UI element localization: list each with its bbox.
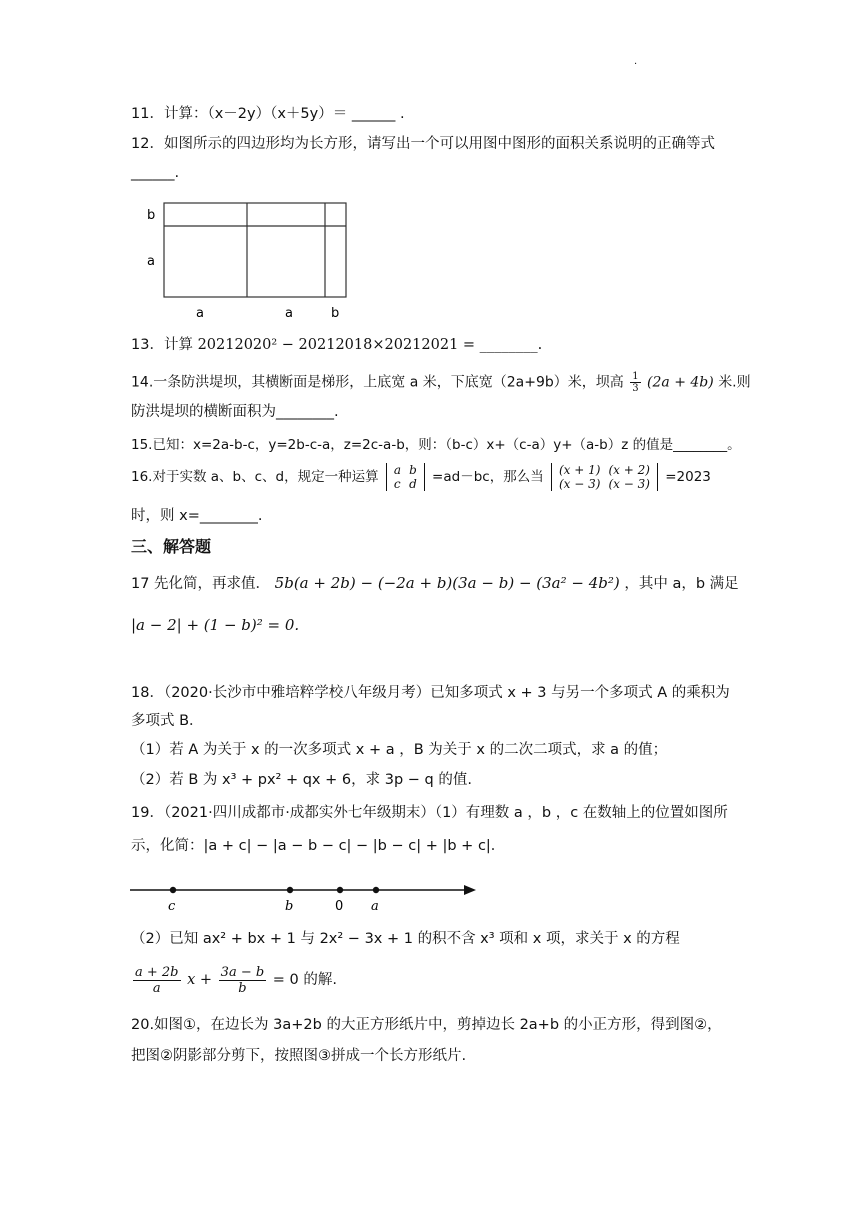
equation-end: = 0 的解.: [272, 972, 337, 988]
det1-c: c: [393, 477, 401, 491]
question-14-part2: 米.则: [718, 374, 751, 391]
question-17-condition: |a − 2| + (1 − b)² = 0.: [131, 616, 300, 634]
question-20-line2: 把图②阴影部分剪下，按照图③拼成一个长方形纸片.: [131, 1048, 467, 1064]
equation-fraction-1: [133, 965, 181, 996]
figure-label-a-left: a: [147, 254, 155, 269]
det2-top-left: (x + 1): [559, 463, 601, 477]
question-19-line1: 19．（2021·四川成都市·成都实外七年级期末）（1）有理数 a ，b ，c 在数轴上的位置如图所: [131, 805, 728, 821]
point-c: [170, 887, 176, 893]
det2-bottom-left: (x − 3): [559, 477, 601, 491]
equation-fraction-2-denominator: b: [238, 980, 247, 996]
question-16-part1: 16.对于实数 a、b、c、d，规定一种运算: [131, 469, 379, 485]
question-20-line1: 20.如图①，在边长为 3a+2b 的大正方形纸片中，剪掉边长 2a+b 的小正方形，得到图②，: [131, 1017, 722, 1033]
question-18-line2: 多项式 B．: [131, 713, 204, 729]
equation-fraction-1-numerator: a + 2b: [135, 964, 179, 980]
determinant-x: [551, 463, 658, 491]
question-18-line3: （1）若 A 为关于 x 的一次多项式 x + a ，B 为关于 x 的二次二项式，求 a 的值；: [131, 742, 668, 758]
question-12-line1: 12．如图所示的四边形均为长方形，请写出一个可以用图中图形的面积关系说明的正确等式: [131, 136, 715, 152]
label-c: c: [168, 899, 176, 914]
header-mark: .: [634, 56, 638, 67]
question-17-expression: 5b(a + 2b) − (−2a + b)(3a − b) − (3a² − 4b²): [274, 574, 620, 592]
det2-top-right: (x + 2): [608, 463, 650, 477]
number-line-arrow: [464, 885, 476, 895]
question-16-part2: =ad－bc，那么当: [432, 469, 544, 485]
determinant-abcd: [386, 463, 425, 491]
det1-b: b: [409, 463, 417, 477]
question-14-line1: [131, 371, 751, 394]
label-b: b: [285, 899, 294, 914]
question-18-line4: （2）若 B 为 x³ + px² + qx + 6，求 3p − q 的值.: [131, 772, 472, 788]
question-19-equation: [131, 963, 337, 997]
question-14-fraction-denominator: 3: [632, 383, 639, 394]
question-19-line2: 示，化简：|a + c| − |a − b − c| − |b − c| + |b + c|．: [131, 838, 506, 854]
figure-bottom-label-1: a: [196, 306, 204, 321]
det1-d: d: [409, 477, 417, 491]
question-18-line1: 18．（2020·长沙市中雅培粹学校八年级月考）已知多项式 x + 3 与另一个多项式 A 的乘积为: [131, 685, 730, 701]
question-17-line1: [131, 573, 739, 594]
rectangle-figure: [140, 195, 360, 325]
question-14-fraction-numerator: 1: [632, 371, 639, 382]
question-15: 15.已知：x=2a-b-c，y=2b-c-a，z=2c-a-b，则：（b-c）x+（c-a）y+（a-b）z 的值是________。: [131, 437, 741, 453]
figure-bottom-label-2: a: [285, 306, 293, 321]
equation-middle: x +: [187, 972, 213, 988]
det1-a: a: [393, 463, 402, 477]
figure-label-b-left: b: [147, 208, 156, 223]
question-14-part1: 14.一条防洪堤坝，其横断面是梯形，上底宽 a 米，下底宽（2a+9b）米，坝高: [131, 374, 624, 391]
question-17-part1: 17 先化简，再求值．: [131, 576, 271, 592]
question-17-part2: ，其中 a，b 满足: [624, 576, 739, 592]
point-zero: [337, 887, 343, 893]
section-heading: 三、解答题: [131, 537, 212, 556]
point-b: [287, 887, 293, 893]
question-16-part3: =2023: [665, 469, 711, 485]
question-13: [131, 335, 542, 355]
point-a: [373, 887, 379, 893]
equation-fraction-2-numerator: 3a − b: [220, 964, 265, 980]
question-12-line2: ______.: [131, 165, 180, 181]
number-line: [128, 876, 488, 916]
question-16-line2: 时，则 x=________.: [131, 508, 263, 524]
question-14-expression: (2a + 4b): [647, 374, 714, 391]
question-16-line1: [131, 462, 711, 492]
question-19-line3: （2）已知 ax² + bx + 1 与 2x² − 3x + 1 的积不含 x³ 项和 x 项，求关于 x 的方程: [131, 931, 680, 947]
equation-fraction-1-denominator: a: [152, 980, 161, 996]
equation-fraction-2: [219, 965, 267, 996]
figure-bottom-label-3: b: [331, 306, 340, 321]
label-a: a: [371, 899, 379, 914]
question-13-prefix: 13．计算: [131, 337, 193, 353]
question-14-fraction: [630, 371, 640, 394]
question-11: 11．计算：（x－2y）（x＋5y）＝ ______ .: [131, 106, 405, 122]
question-13-expression: 20212020² − 20212018×20212021 = ________.: [197, 337, 543, 353]
label-zero: 0: [335, 899, 344, 914]
question-14-line2: 防洪堤坝的横断面积为________.: [131, 404, 339, 420]
figure-outer-rect: [164, 203, 346, 297]
det2-bottom-right: (x − 3): [608, 477, 650, 491]
